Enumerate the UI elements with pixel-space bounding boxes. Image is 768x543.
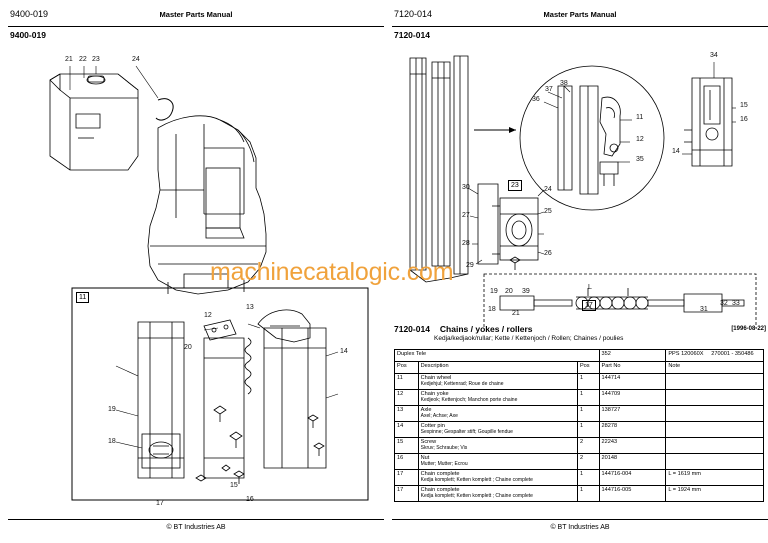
- table-header-row: [395, 362, 764, 374]
- cell-pos: 16: [395, 454, 419, 470]
- callout-38: 38: [560, 80, 568, 87]
- cell-pos: 13: [395, 406, 419, 422]
- parts-section-date: [1996-08-22]: [731, 326, 766, 332]
- table-row: [395, 454, 764, 470]
- callout-L: L: [588, 284, 592, 291]
- callout-box-23: 23: [508, 180, 522, 191]
- cell-part-no: 138727: [599, 406, 666, 422]
- callout-24: 24: [132, 56, 140, 63]
- cell-desc-sub: Sexpinne; Gespalter stift; Goupille fendue: [420, 429, 513, 435]
- table-row-label: [395, 350, 764, 362]
- parts-table: [394, 349, 764, 502]
- cell-desc-main: Chain wheel: [420, 375, 452, 381]
- callout-24: 24: [544, 186, 552, 193]
- callout-26: 26: [544, 250, 552, 257]
- cell-part-no: 144716-005: [599, 486, 666, 502]
- callout-20: 20: [184, 344, 192, 351]
- callout-29: 29: [466, 262, 474, 269]
- table-row: [395, 438, 764, 454]
- cell-part-no: 20148: [599, 454, 666, 470]
- cell-part-no: 144709: [599, 390, 666, 406]
- left-header-title: Master Parts Manual: [159, 10, 233, 19]
- cell-desc-sub: Kedja komplett; Ketten komplett ; Chaine complete: [420, 477, 533, 483]
- callout-22: 22: [79, 56, 87, 63]
- cell-part-no: 22243: [599, 438, 666, 454]
- cell-desc-sub: Kedja komplett; Ketten komplett ; Chaine complete: [420, 493, 533, 499]
- cell-description: [418, 406, 577, 422]
- callout-15: 15: [740, 102, 748, 109]
- cell-part-no: 144716-004: [599, 470, 666, 486]
- cell-desc-sub: Skruv; Schraube; Vis: [420, 445, 468, 451]
- cell-description: [418, 422, 577, 438]
- table-range-1: 352: [599, 350, 666, 362]
- cell-description: [418, 454, 577, 470]
- table-row: [395, 422, 764, 438]
- callout-15: 15: [230, 482, 238, 489]
- table-range-2: PPS 120060X: [668, 351, 704, 357]
- left-sheet-header: [8, 6, 384, 27]
- cell-description: [418, 374, 577, 390]
- callout-20: 20: [505, 288, 513, 295]
- cell-qty: 1: [577, 374, 599, 390]
- parts-section-name: Chains / yokes / rollers: [439, 324, 533, 334]
- header-note: Note: [666, 362, 764, 374]
- cell-qty: 1: [577, 486, 599, 502]
- cell-note: [666, 422, 764, 438]
- cell-description: [418, 486, 577, 502]
- cell-qty: 2: [577, 438, 599, 454]
- callout-14: 14: [340, 348, 348, 355]
- cell-note: [666, 390, 764, 406]
- cell-part-no: 28278: [599, 422, 666, 438]
- cell-desc-sub: Kedjehjul; Kettenrad; Roue de chaine: [420, 381, 504, 387]
- cell-note: [666, 374, 764, 390]
- right-header-title: Master Parts Manual: [543, 10, 617, 19]
- callout-34: 34: [710, 52, 718, 59]
- callout-21: 21: [65, 56, 73, 63]
- cell-pos: 17: [395, 470, 419, 486]
- callout-16: 16: [246, 496, 254, 503]
- callout-31: 31: [700, 306, 708, 313]
- callout-37: 37: [545, 86, 553, 93]
- callout-16: 16: [740, 116, 748, 123]
- cell-part-no: 144714: [599, 374, 666, 390]
- parts-section-title: [394, 324, 533, 334]
- cell-note: L = 1924 mm: [666, 486, 764, 502]
- cell-pos: 15: [395, 438, 419, 454]
- callout-11: 11: [636, 114, 644, 121]
- callout-25: 25: [544, 208, 552, 215]
- header-description: Description: [418, 362, 577, 374]
- right-header-code: 7120-014: [394, 9, 433, 19]
- cell-desc-main: Chain complete: [420, 471, 460, 477]
- cell-pos: 17: [395, 486, 419, 502]
- callout-33: 33: [732, 300, 740, 307]
- cell-desc-sub: Mutter; Mutter; Ecrou: [420, 461, 468, 467]
- cell-desc-sub: Axel; Achse; Axe: [420, 413, 458, 419]
- watermark: machinecatalogic.com: [210, 258, 454, 286]
- cell-desc-main: Chain yoke: [420, 391, 449, 397]
- cell-desc-main: Screw: [420, 439, 437, 445]
- callout-17: 17: [156, 500, 164, 507]
- cell-desc-main: Chain complete: [420, 487, 460, 493]
- cell-qty: 1: [577, 422, 599, 438]
- table-label: Duplex Tele: [395, 350, 600, 362]
- cell-pos: 12: [395, 390, 419, 406]
- callout-14: 14: [672, 148, 680, 155]
- table-row: [395, 470, 764, 486]
- cell-qty: 1: [577, 406, 599, 422]
- callout-27: 27: [462, 212, 470, 219]
- cell-qty: 2: [577, 454, 599, 470]
- callout-30: 30: [462, 184, 470, 191]
- callout-19: 19: [108, 406, 116, 413]
- cell-pos: 11: [395, 374, 419, 390]
- cell-description: [418, 470, 577, 486]
- cell-qty: 1: [577, 390, 599, 406]
- callout-19: 19: [490, 288, 498, 295]
- right-sub-code: 7120-014: [394, 30, 430, 40]
- left-sub-code: 9400-019: [10, 30, 46, 40]
- cell-desc-main: Axle: [420, 407, 432, 413]
- callout-28: 28: [462, 240, 470, 247]
- callout-18: 18: [108, 438, 116, 445]
- callout-18: 18: [488, 306, 496, 313]
- cell-pos: 14: [395, 422, 419, 438]
- table-range-3: 270001 - 350486: [711, 351, 754, 357]
- table-row: [395, 374, 764, 390]
- cell-description: [418, 438, 577, 454]
- callout-12: 12: [636, 136, 644, 143]
- cell-desc-main: Nut: [420, 455, 430, 461]
- header-qty: Pos: [577, 362, 599, 374]
- left-footer: © BT Industries AB: [8, 519, 384, 537]
- callout-12: 12: [204, 312, 212, 319]
- cell-desc-sub: Kedjeok; Kettenjoch; Manchon porte chaine: [420, 397, 518, 403]
- cell-desc-main: Cotter pin: [420, 423, 445, 429]
- right-sheet-header: [392, 6, 768, 27]
- cell-note: [666, 454, 764, 470]
- table-row: [395, 406, 764, 422]
- header-part-no: Part No: [599, 362, 666, 374]
- callout-36: 36: [532, 96, 540, 103]
- cell-note: L = 1619 mm: [666, 470, 764, 486]
- callout-35: 35: [636, 156, 644, 163]
- header-pos: Pos: [395, 362, 419, 374]
- parts-section-code: 7120-014: [394, 324, 430, 334]
- parts-section-subtitle: Kedja/kedjaok/rullar; Kette / Kettenjoch / Rollen; Chaines / poulies: [434, 335, 624, 342]
- cell-note: [666, 406, 764, 422]
- cell-description: [418, 390, 577, 406]
- callout-32: 32: [720, 300, 728, 307]
- table-range-rest: [666, 350, 764, 362]
- callout-21: 21: [512, 310, 520, 317]
- table-row: [395, 390, 764, 406]
- cell-note: [666, 438, 764, 454]
- table-row: [395, 486, 764, 502]
- callout-box-11: 11: [76, 292, 89, 303]
- cell-qty: 1: [577, 470, 599, 486]
- callout-box-17: 17: [582, 300, 596, 311]
- callout-39: 39: [522, 288, 530, 295]
- callout-23: 23: [92, 56, 100, 63]
- left-header-code: 9400-019: [10, 9, 49, 19]
- callout-13: 13: [246, 304, 254, 311]
- right-footer: © BT Industries AB: [392, 519, 768, 537]
